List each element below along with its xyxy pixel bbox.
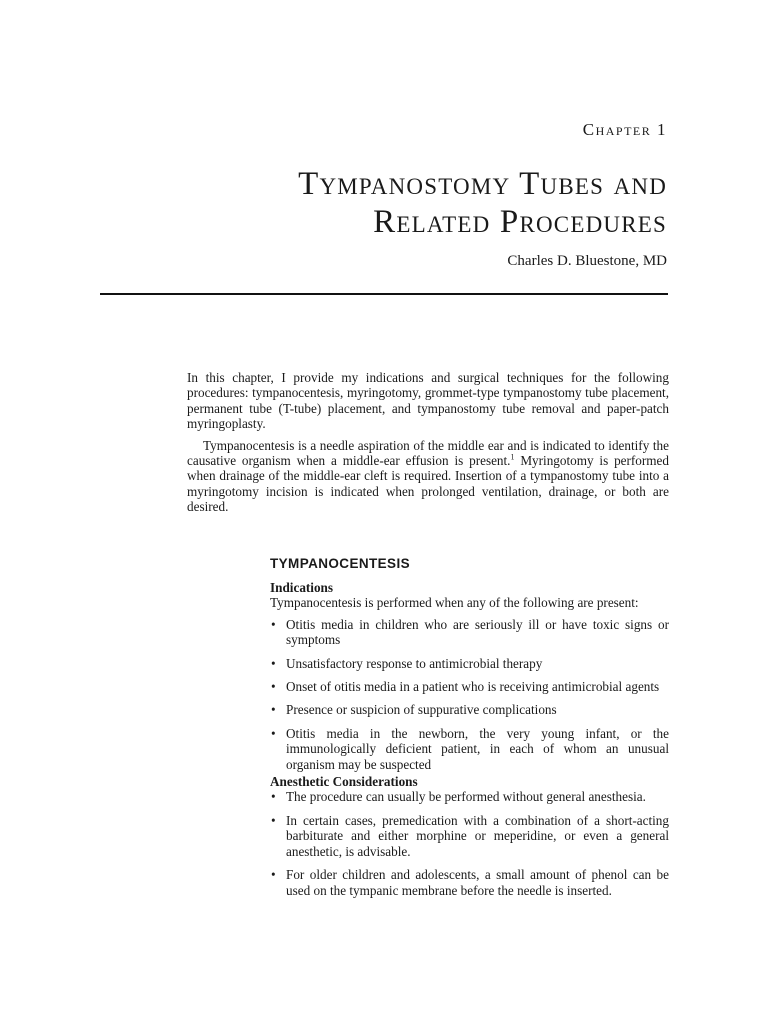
list-item bbox=[270, 617, 669, 648]
intro-paragraph-1: In this chapter, I provide my indications and surgical techniques for the following procedures: tympanocentesis, myringotomy, grommet-type tympanostomy tube placement, permanent tube (T-tube) placement, and tympanostomy tube removal and paper-patch myringoplasty. bbox=[187, 370, 669, 432]
chapter-title-line-2: Related Procedures bbox=[373, 204, 667, 240]
indications-lead: Tympanocentesis is performed when any of the following are present: bbox=[270, 595, 639, 611]
intro-paragraph-2-text: Tympanocentesis is a needle aspiration of the middle ear and is indicated to identify the causative organism when a middle-ear effusion is present. bbox=[187, 437, 669, 469]
bullet-icon: • bbox=[271, 702, 276, 718]
list-item bbox=[270, 656, 669, 671]
list-item-text: Onset of otitis media in a patient who is receiving antimicrobial agents bbox=[286, 679, 660, 695]
list-item bbox=[270, 679, 669, 694]
list-item bbox=[270, 702, 669, 717]
bullet-icon: • bbox=[271, 616, 276, 632]
indications-list bbox=[270, 617, 669, 772]
bullet-icon: • bbox=[271, 725, 276, 741]
chapter-title-line-1: Tympanostomy Tubes and bbox=[298, 166, 667, 202]
list-item-text: In certain cases, premedication with a combination of a short-acting barbiturate and either morphine or meperidine, or even a general anesthetic, is advisable. bbox=[286, 812, 669, 859]
list-item bbox=[270, 813, 669, 859]
bullet-icon: • bbox=[271, 655, 276, 671]
list-item bbox=[270, 867, 669, 898]
list-item-text: The procedure can usually be performed without general anesthesia. bbox=[286, 789, 646, 805]
chapter-label: Chapter 1 bbox=[582, 120, 667, 139]
list-item bbox=[270, 726, 669, 772]
section-heading: TYMPANOCENTESIS bbox=[270, 556, 411, 571]
bullet-icon: • bbox=[271, 679, 276, 695]
intro-text bbox=[187, 370, 669, 521]
bullet-icon: • bbox=[271, 789, 276, 805]
anesthetic-heading: Anesthetic Considerations bbox=[270, 774, 418, 790]
intro-paragraph-2-text-cont: Myringotomy is performed when drainage of the middle-ear cleft is required. Insertion of a tympanostomy tube into a myringotomy incision is indicated when prolonged ventilation, drainage, or both are desired. bbox=[187, 453, 669, 515]
indications-heading: Indications bbox=[270, 580, 334, 595]
author-name: Charles D. Bluestone, MD bbox=[507, 253, 667, 269]
list-item-text: For older children and adolescents, a small amount of phenol can be used on the tympanic membrane before the needle is inserted. bbox=[286, 867, 669, 898]
list-item-text: Otitis media in children who are seriously ill or have toxic signs or symptoms bbox=[286, 616, 669, 648]
list-item bbox=[270, 789, 669, 804]
list-item-text: Unsatisfactory response to antimicrobial therapy bbox=[286, 655, 543, 671]
bullet-icon: • bbox=[271, 867, 276, 883]
header-divider bbox=[100, 293, 668, 295]
chapter-title bbox=[147, 165, 667, 241]
reference-superscript: 1 bbox=[510, 452, 515, 462]
list-item-text: Presence or suspicion of suppurative complications bbox=[286, 702, 557, 718]
intro-paragraph-2 bbox=[187, 438, 669, 515]
section-body bbox=[270, 580, 669, 906]
anesthetic-list bbox=[270, 789, 669, 897]
list-item-text: Otitis media in the newborn, the very young infant, or the immunologically deficient patient, in each of whom an unusual organism may be suspected bbox=[286, 725, 669, 772]
bullet-icon: • bbox=[271, 812, 276, 828]
